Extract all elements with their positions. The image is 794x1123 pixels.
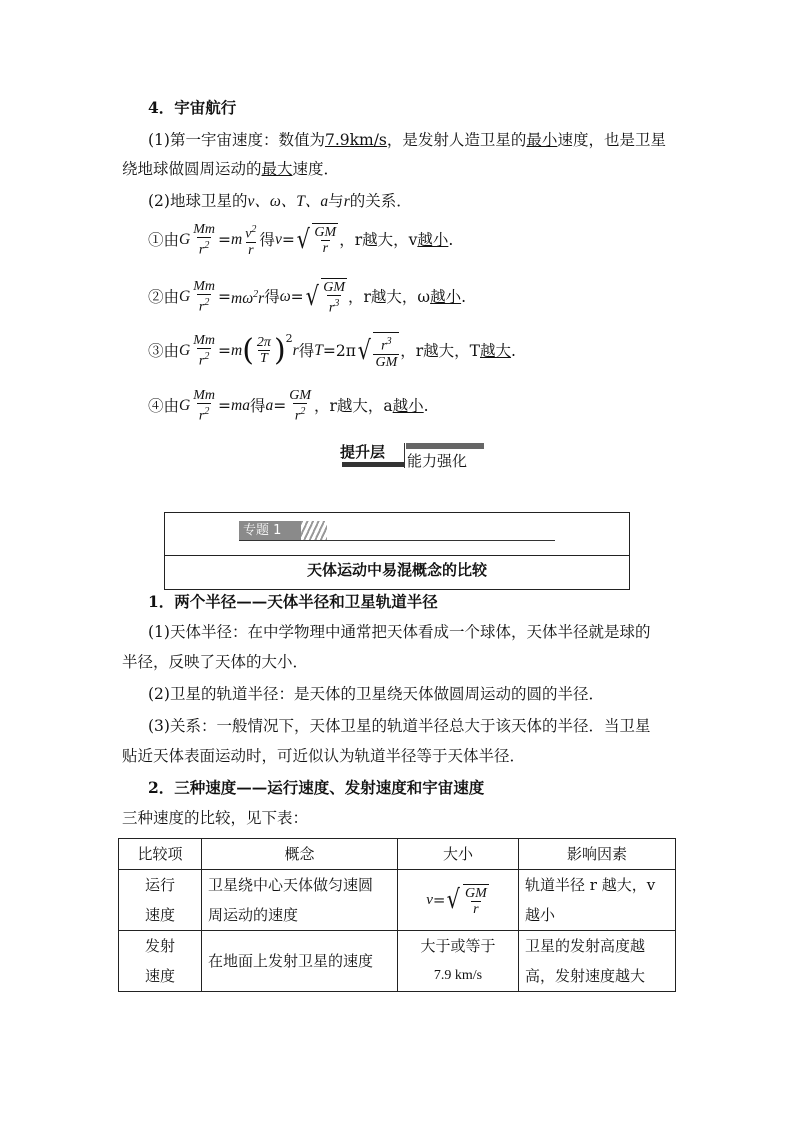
table-header: 大小 (398, 839, 519, 870)
value-7-9: 7.9 (324, 131, 350, 149)
table-row (119, 931, 676, 992)
velocity-comparison-table (118, 838, 676, 992)
table-cell: 卫星的发射高度越 高，发射速度越大 (519, 931, 676, 992)
table-cell: 卫星绕中心天体做匀速圆 周运动的速度 (202, 870, 398, 931)
part2-heading: 2．三种速度——运行速度、发射速度和宇宙速度 (148, 778, 485, 797)
badge-left-label: 提升层 (340, 443, 386, 461)
answer-omega-decreases: 越小 (430, 287, 462, 306)
answer-min: 最小 (526, 131, 558, 149)
formula-angular-velocity: ②由 G $\frac{Mm}{r^2}$ = $m\omega^2r$ 得 ω = √ $\frac{GM}{r^3}$ ，r越大，ω 越小 . (148, 279, 467, 316)
table-cell: 轨道半径 r 越大，v 越小 (519, 870, 676, 931)
part1-line-5: 贴近天体表面运动时，可近似认为轨道半径等于天体半径． (122, 747, 526, 765)
table-cell (398, 870, 519, 931)
badge-divider (404, 443, 405, 468)
topic-divider (165, 555, 629, 556)
table-row (119, 870, 676, 931)
table-header: 概念 (202, 839, 398, 870)
formula-orbital-velocity: v = √ $\frac{GM}{r}$ (426, 885, 487, 917)
part1-heading: 1．两个半径——天体半径和卫星轨道半径 (148, 592, 438, 611)
topic-title: 天体运动中易混概念的比较 (306, 561, 487, 579)
part1-line-4: (3)关系：一般情况下，天体卫星的轨道半径总大于该天体的半径．当卫星 (148, 717, 651, 735)
table-header: 比较项 (119, 839, 202, 870)
topic-box (164, 512, 630, 590)
topic-rule (239, 540, 555, 541)
badge-bar-right (406, 443, 484, 449)
level-badge (340, 441, 485, 469)
part2-intro: 三种速度的比较，见下表： (122, 809, 309, 827)
formula-period: ③由 G $\frac{Mm}{r^2}$ = m ( $\frac{2\pi}{T}$ ) 2 r 得 T =2π √ $\frac{r^3}{GM}$ ，r越大，T 越大 . (148, 331, 516, 370)
badge-right-label: 能力强化 (407, 452, 468, 470)
part1-line-3: (2)卫星的轨道半径：是天体的卫星绕天体做圆周运动的圆的半径． (148, 685, 604, 703)
table-cell: 运行 速度 (119, 870, 202, 931)
answer-max: 最大 (261, 160, 293, 178)
section-heading: 4．宇宙航行 (148, 98, 237, 117)
table-cell: 发射 速度 (119, 931, 202, 992)
formula-acceleration: ④由 G $\frac{Mm}{r^2}$ = ma 得 a = $\frac{GM}{r^2}$ ，r越大，a 越小 . (148, 388, 429, 424)
part1-line-2: 半径，反映了天体的大小． (122, 653, 309, 671)
table-cell: 在地面上发射卫星的速度 (202, 931, 398, 992)
part1-line-1: (1)天体半径：在中学物理中通常把天体看成一个球体，天体半径就是球的 (148, 623, 651, 641)
table-cell: 大于或等于 7.9 km/s (398, 931, 519, 992)
table-header: 影响因素 (519, 839, 676, 870)
topic-tab: 专题 1 (239, 521, 301, 540)
paragraph-relations: (2)地球卫星的v、ω、T、a与r的关系． (148, 192, 412, 210)
badge-bar (342, 462, 404, 467)
paragraph-first-cosmic-velocity: (1)第一宇宙速度：数值为7.9km/s，是发射人造卫星的最小速度，也是卫星 (148, 131, 666, 149)
answer-a-decreases: 越小 (392, 396, 424, 415)
table-header-row (119, 839, 676, 870)
answer-v-decreases: 越小 (417, 230, 449, 249)
formula-velocity: ①由 G $\frac{Mm}{r^2}$ = m $\frac{v^2}{r}$ 得 v = √ $\frac{GM}{r}$ ，r越大，v 越小 . (148, 222, 454, 258)
topic-tab-stripes (301, 521, 327, 540)
answer-t-increases: 越大 (480, 341, 512, 360)
paragraph-continuation: 绕地球做圆周运动的最大速度． (122, 160, 340, 178)
